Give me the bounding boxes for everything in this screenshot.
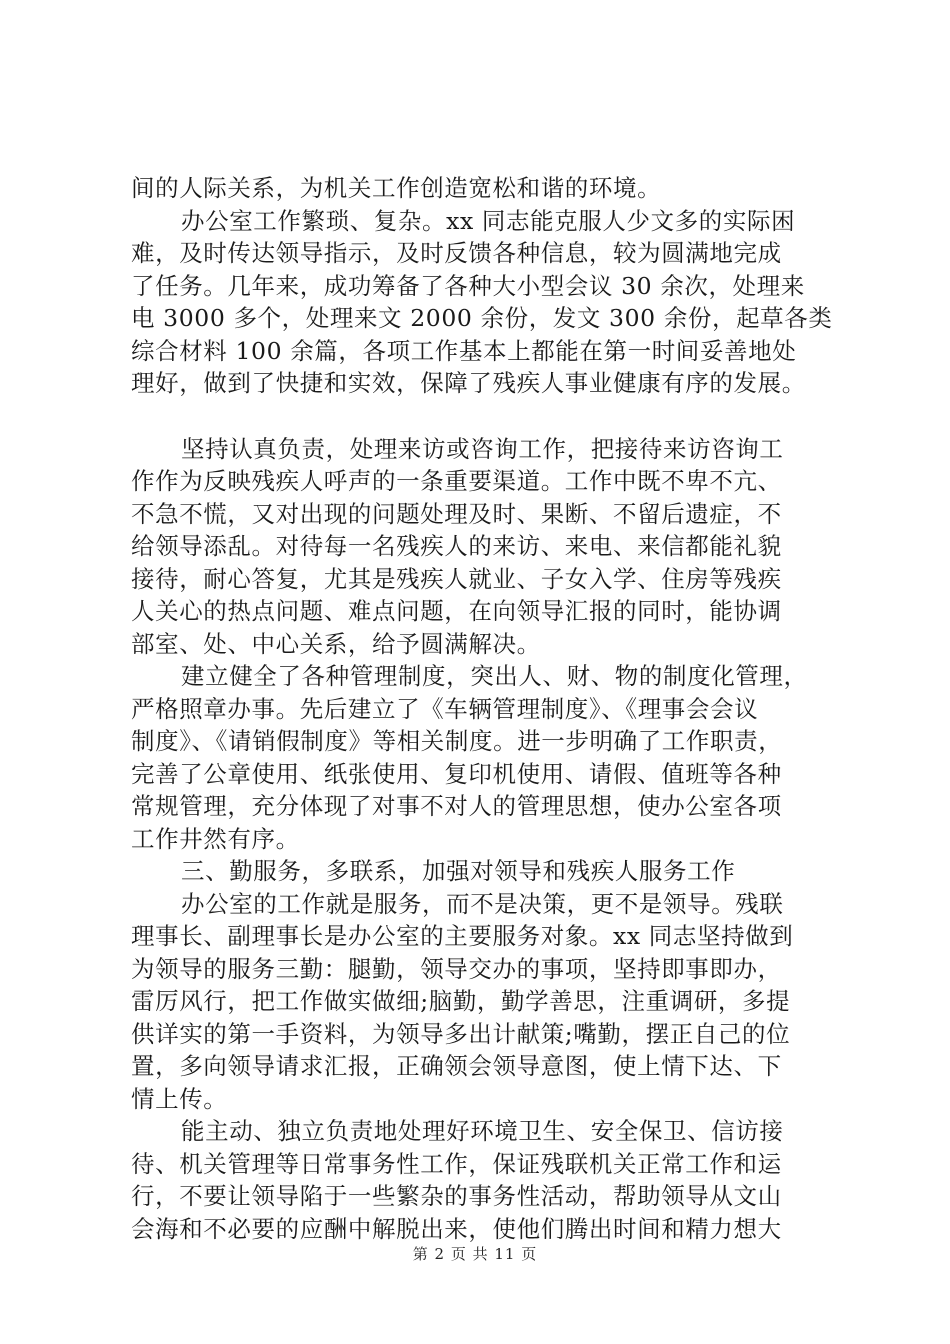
text-line: 难，及时传达领导指示，及时反馈各种信息，较为圆满地完成 bbox=[131, 239, 782, 267]
paragraph-start-line: 能主动、独立负责地处理好环境卫生、安全保卫、信访接 bbox=[181, 1117, 784, 1145]
text-line: 待、机关管理等日常事务性工作，保证残联机关正常工作和运 bbox=[131, 1149, 782, 1178]
paragraph-start-line: 办公室工作繁琐、复杂。xx 同志能克服人少文多的实际困 bbox=[181, 206, 796, 235]
text-line: 部室、处、中心关系，给予圆满解决。 bbox=[131, 629, 541, 658]
text-line: 雷厉风行，把工作做实做细;脑勤，勤学善思，注重调研，多提 bbox=[131, 987, 791, 1015]
paragraph-gap bbox=[131, 400, 833, 433]
text-line: 间的人际关系，为机关工作创造宽松和谐的环境。 bbox=[131, 174, 662, 202]
text-line: 电 3000 多个，处理来文 2000 余份，发文 300 余份，起草各类 bbox=[131, 304, 833, 332]
page-footer bbox=[0, 1243, 950, 1264]
text-line: 接待，耐心答复，尤其是残疾人就业、子女入学、住房等残疾 bbox=[131, 564, 782, 593]
text-line: 了任务。几年来，成功筹备了各种大小型会议 30 余次，处理来 bbox=[131, 271, 805, 300]
text-line: 理好，做到了快捷和实效，保障了残疾人事业健康有序的发展。 bbox=[131, 369, 806, 397]
text-line: 常规管理，充分体现了对事不对人的管理思想，使办公室各项 bbox=[131, 792, 782, 820]
text-line: 为领导的服务三勤：腿勤，领导交办的事项，坚持即事即办， bbox=[131, 954, 782, 983]
text-line: 工作井然有序。 bbox=[131, 824, 300, 853]
paragraph-start-line: 坚持认真负责，处理来访或咨询工作，把接待来访咨询工 bbox=[181, 434, 784, 463]
text-line: 严格照章办事。先后建立了《车辆管理制度》、《理事会会议 bbox=[131, 694, 759, 723]
text-line: 人关心的热点问题、难点问题，在向领导汇报的同时，能协调 bbox=[131, 597, 782, 625]
text-line: 会海和不必要的应酬中解脱出来，使他们腾出时间和精力想大 bbox=[131, 1214, 782, 1243]
text-line: 理事长、副理事长是办公室的主要服务对象。xx 同志坚持做到 bbox=[131, 922, 794, 950]
text-line: 作作为反映残疾人呼声的一条重要渠道。工作中既不卑不亢、 bbox=[131, 467, 782, 495]
text-line: 行，不要让领导陷于一些繁杂的事务性活动，帮助领导从文山 bbox=[131, 1182, 782, 1210]
section-heading: 三、勤服务，多联系，加强对领导和残疾人服务工作 bbox=[181, 857, 736, 885]
paragraph-start-line: 建立健全了各种管理制度，突出人、财、物的制度化管理， bbox=[181, 662, 808, 690]
page-number-label: 第 2 页 共 11 页 bbox=[412, 1245, 538, 1263]
text-line: 情上传。 bbox=[131, 1084, 228, 1113]
text-line: 置，多向领导请求汇报，正确领会领导意图，使上情下达、下 bbox=[131, 1052, 782, 1080]
paragraph-start-line: 办公室的工作就是服务，而不是决策，更不是领导。残联 bbox=[181, 889, 784, 918]
text-line: 制度》、《请销假制度》等相关制度。进一步明确了工作职责， bbox=[131, 727, 783, 755]
text-line: 完善了公章使用、纸张使用、复印机使用、请假、值班等各种 bbox=[131, 759, 782, 788]
text-line: 供详实的第一手资料，为领导多出计献策;嘴勤，摆正自己的位 bbox=[131, 1019, 791, 1048]
text-line: 不急不慌，又对出现的问题处理及时、果断、不留后遗症，不 bbox=[131, 499, 782, 528]
text-line: 给领导添乱。对待每一名残疾人的来访、来电、来信都能礼貌 bbox=[131, 532, 782, 560]
document-body bbox=[131, 172, 833, 1245]
text-line: 综合材料 100 余篇，各项工作基本上都能在第一时间妥善地处 bbox=[131, 336, 797, 365]
